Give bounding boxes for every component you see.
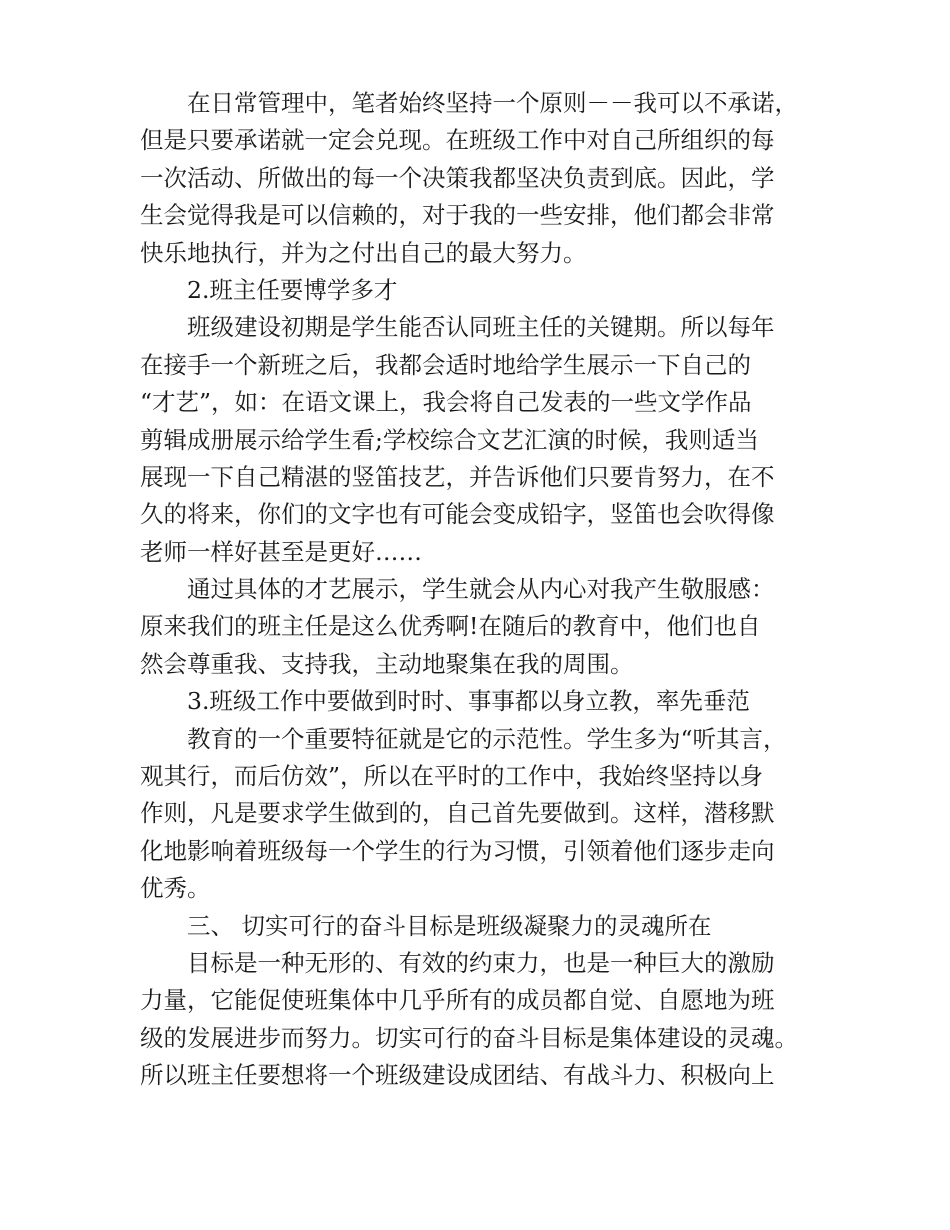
paragraph-line: 但是只要承诺就一定会兑现。在班级工作中对自己所组织的每 — [140, 126, 775, 155]
document-body — [140, 85, 820, 1095]
paragraph-line: 作则，凡是要求学生做到的，自己首先要做到。这样，潜移默 — [140, 799, 775, 828]
paragraph-line: 展现一下自己精湛的竖笛技艺，并告诉他们只要肯努力，在不 — [140, 462, 775, 491]
paragraph-line: 力量，它能促使班集体中几乎所有的成员都自觉、自愿地为班 — [140, 986, 775, 1015]
paragraph-line: 目标是一种无形的、有效的约束力，也是一种巨大的激励 — [187, 948, 775, 977]
paragraph-line: 班级建设初期是学生能否认同班主任的关键期。所以每年 — [187, 313, 775, 342]
paragraph-line: 然会尊重我、支持我，主动地聚集在我的周围。 — [140, 649, 634, 678]
paragraph-line: 化地影响着班级每一个学生的行为习惯，引领着他们逐步走向 — [140, 836, 775, 865]
paragraph-line: “才艺”，如：在语文课上，我会将自己发表的一些文学作品 — [140, 388, 752, 417]
paragraph-line: 一次活动、所做出的每一个决策我都坚决负责到底。因此，学 — [140, 163, 775, 192]
paragraph-line: 优秀。 — [140, 874, 211, 903]
paragraph-line: 快乐地执行，并为之付出自己的最大努力。 — [140, 238, 587, 267]
section-heading: 三、 切实可行的奋斗目标是班级凝聚力的灵魂所在 — [187, 911, 712, 940]
paragraph-line: 老师一样好甚至是更好…… — [140, 537, 422, 566]
paragraph-line: 所以班主任要想将一个班级建设成团结、有战斗力、积极向上 — [140, 1061, 775, 1090]
section-heading: 3.班级工作中要做到时时、事事都以身立教，率先垂范 — [187, 687, 750, 716]
paragraph-line: 级的发展进步而努力。切实可行的奋斗目标是集体建设的灵魂。 — [140, 1023, 798, 1052]
paragraph-line: 生会觉得我是可以信赖的，对于我的一些安排，他们都会非常 — [140, 201, 775, 230]
paragraph-line: 在接手一个新班之后，我都会适时地给学生展示一下自己的 — [140, 350, 751, 379]
paragraph-line: 在日常管理中，笔者始终坚持一个原则－－我可以不承诺， — [187, 89, 798, 117]
paragraph-line: 剪辑成册展示给学生看;学校综合文艺汇演的时候，我则适当 — [140, 425, 759, 454]
section-heading: 2.班主任要博学多才 — [187, 275, 398, 304]
paragraph-line: 久的将来，你们的文字也有可能会变成铅字，竖笛也会吹得像 — [140, 500, 775, 529]
paragraph-line: 通过具体的才艺展示，学生就会从内心对我产生敬服感： — [187, 575, 775, 604]
paragraph-line: 教育的一个重要特征就是它的示范性。学生多为“听其言， — [187, 724, 787, 753]
paragraph-line: 原来我们的班主任是这么优秀啊!在随后的教育中，他们也自 — [140, 612, 761, 641]
paragraph-line: 观其行，而后仿效”，所以在平时的工作中，我始终坚持以身 — [140, 762, 764, 791]
